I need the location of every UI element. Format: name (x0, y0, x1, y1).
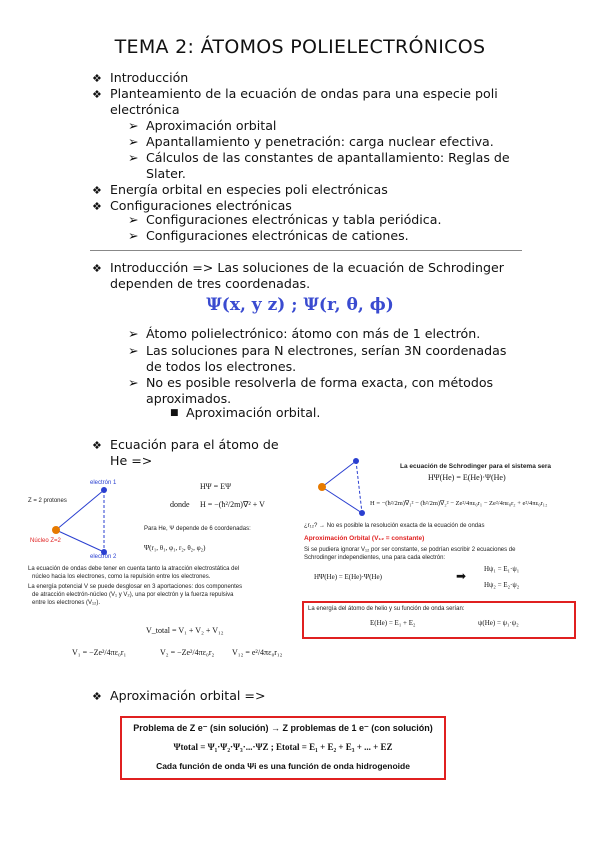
toc-introduccion: Introducción (110, 70, 189, 85)
right-hamiltonian: H = −(ħ²/2m)∇₁² − (ħ²/2m)∇₂² − Ze²/4πε₀r₁ − Ze²/4πε₀r₂ + e²/4πε₀r₁₂ (370, 500, 548, 507)
left-text-3: La energía potencial V se puede desglosar en 3 aportaciones: dos componentes (28, 584, 243, 590)
right-text-2: Schrodinger independientes, una para cada electrón: (304, 555, 446, 561)
eq-vtotal: V_total = V₁ + V₂ + V₁₂ (146, 626, 224, 635)
eq-coords: Ψ(r₁, θ₁, φ₁, r₂, θ₂, φ₂) (144, 544, 206, 552)
square-bullet-icon: ■ (170, 408, 179, 418)
he-diagram-right (300, 455, 595, 665)
right-eq: HΨ(He) = E(He)·Ψ(He) (428, 473, 506, 482)
arrow-icon: ➢ (128, 375, 139, 390)
eq-note: Para He, Ψ depende de 6 coordenadas: (144, 526, 251, 532)
arrow-icon: ➢ (128, 228, 139, 243)
label-nucleus: Núcleo Z=2 (30, 538, 61, 544)
right-aprox-title: Aproximación Orbital (V₁₂ = constante) (304, 535, 425, 542)
arrow-icon: ➢ (128, 326, 139, 341)
arrow-icon: ➢ (128, 150, 139, 165)
atom-sketch-right (304, 455, 384, 525)
bullet-icon: ❖ (92, 262, 102, 275)
arrow-icon: ➢ (128, 212, 139, 227)
psi-formula: Ψ(x, y z) ; Ψ(r, θ, ϕ) (206, 295, 394, 315)
intro-point-4: Aproximación orbital. (186, 405, 321, 420)
toc-apantallamiento: Apantallamiento y penetración: carga nuclear efectiva. (146, 134, 494, 149)
section-divider (90, 250, 522, 251)
arrow-icon: ➢ (128, 118, 139, 133)
label-electron-2: electrón 2 (90, 554, 117, 560)
toc-slater-cont: Slater. (146, 166, 186, 181)
toc-aprox-orbital: Aproximación orbital (146, 118, 277, 133)
left-text-2: núcleo hacia los electrones, como la repulsión entre los electrones. (32, 574, 211, 580)
left-text-4: de atracción electrón-núcleo (V₁ y V₂), una por electrón y la fuerza repulsiva (32, 592, 234, 598)
intro-text-cont: dependen de tres coordenadas. (110, 276, 311, 291)
energy-box-psi: ψ(He) = ψ₁·ψ₂ (478, 619, 519, 627)
right-head: La ecuación de Schrodinger para el sistema sera (400, 463, 552, 470)
energy-box-e: E(He) = E₁ + E₂ (370, 619, 416, 627)
right-split-eq: HΨ(He) = E(He)·Ψ(He) (314, 573, 382, 581)
arrow-icon: ➢ (128, 343, 139, 358)
bullet-icon: ❖ (92, 200, 102, 213)
toc-config-cationes: Configuraciones electrónicas de cationes. (146, 228, 409, 243)
orbital-label: Aproximación orbital => (110, 688, 266, 703)
orbital-box (120, 716, 446, 780)
toc-energia: Energía orbital en especies poli electrónicas (110, 182, 388, 197)
intro-point-2: Las soluciones para N electrones, serían 3N coordenadas (146, 343, 507, 358)
intro-point-3: No es posible resolverla de forma exacta, con métodos (146, 375, 494, 390)
intro-point-2-cont: de todos los electrones. (146, 359, 297, 374)
right-result-2: Hψ₂ = E₂·ψ₂ (484, 581, 520, 589)
he-label: Ecuación para el átomo de (110, 437, 279, 452)
eq-schrodinger: HΨ = EΨ (200, 482, 231, 491)
energy-box (302, 601, 576, 639)
toc-planteamiento-cont: electrónica (110, 102, 180, 117)
toc-planteamiento: Planteamiento de la ecuación de ondas para una especie poli (110, 86, 498, 101)
atom-sketch (34, 480, 154, 560)
bullet-icon: ❖ (92, 88, 102, 101)
bullet-icon: ❖ (92, 72, 102, 85)
toc-slater: Cálculos de las constantes de apantallamiento: Reglas de (146, 150, 510, 165)
energy-box-text: La energía del átomo de helio y su función de onda serían: (308, 606, 465, 612)
orbital-box-line-3: Cada función de onda Ψi es una función de onda hidrogenoide (156, 761, 410, 771)
orbital-box-line-1: Problema de Z e⁻ (sin solución) → Z problemas de 1 e⁻ (con solución) (133, 723, 433, 733)
arrow-right-icon: ➡ (456, 569, 467, 583)
eq-donde: donde (170, 500, 190, 509)
bullet-icon: ❖ (92, 184, 102, 197)
eq-hamiltonian: H = −(ħ²/2m)∇² + V (200, 500, 265, 509)
bullet-icon: ❖ (92, 690, 102, 703)
right-result-1: Hψ₁ = E₁·ψ₁ (484, 565, 520, 573)
toc-configuraciones: Configuraciones electrónicas (110, 198, 292, 213)
left-text-5: entre los electrones (V₁₂). (32, 600, 101, 606)
intro-text: Introducción => Las soluciones de la ecuación de Schrodinger (110, 260, 504, 275)
right-text-1: Si se pudiera ignorar V₁₂ por ser constante, se podrían escribir 2 ecuaciones de (304, 547, 516, 553)
label-electron-1: electrón 1 (90, 480, 117, 486)
right-question: ¿r₁₂? → No es posible la resolución exacta de la ecuación de ondas (304, 523, 485, 529)
eq-v12: V₁₂ = e²/4πε₀r₁₂ (232, 648, 283, 657)
eq-v2: V₂ = −Ze²/4πε₀r₂ (160, 648, 215, 657)
page-title: TEMA 2: ÁTOMOS POLIELECTRÓNICOS (114, 36, 486, 58)
orbital-box-line-2: Ψtotal = Ψ₁·Ψ₂·Ψ₃·...·ΨZ ; Etotal = E₁ + E₂ + E₃ + ... + EZ (173, 742, 393, 752)
left-text-1: La ecuación de ondas debe tener en cuenta tanto la atracción electrostática del (28, 566, 240, 572)
intro-point-1: Átomo polielectrónico: átomo con más de 1 electrón. (146, 326, 481, 341)
eq-v1: V₁ = −Ze²/4πε₀r₁ (72, 648, 127, 657)
bullet-icon: ❖ (92, 439, 102, 452)
intro-point-3-cont: aproximados. (146, 391, 232, 406)
arrow-icon: ➢ (128, 134, 139, 149)
toc-config-tabla: Configuraciones electrónicas y tabla periódica. (146, 212, 442, 227)
label-z: Z = 2 protones (28, 498, 67, 504)
he-label-cont: He => (110, 453, 153, 468)
he-diagram-left (28, 478, 298, 668)
